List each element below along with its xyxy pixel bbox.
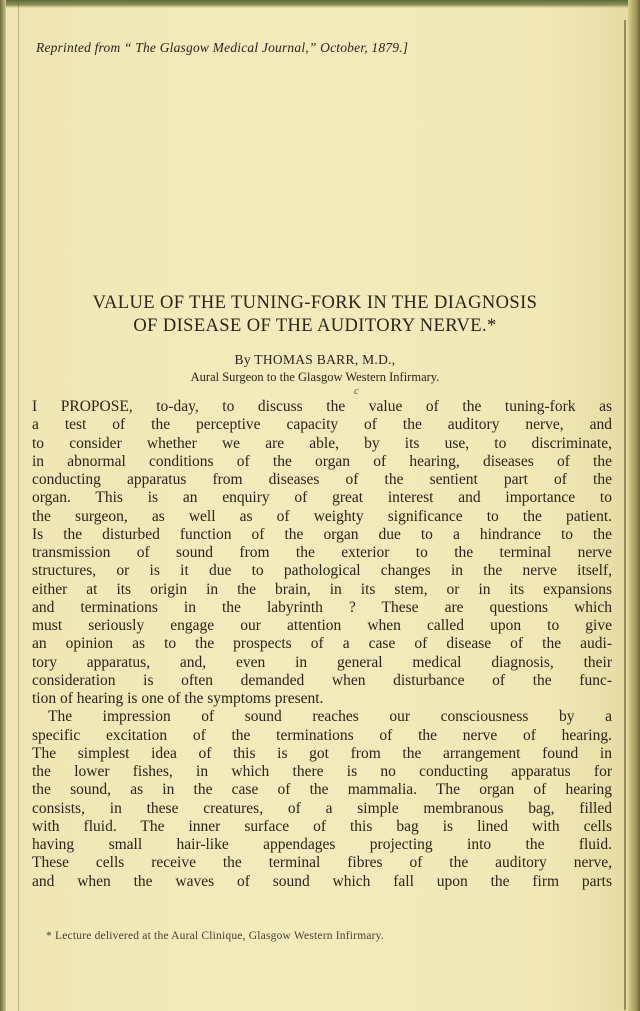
page-left-edge bbox=[0, 0, 6, 1011]
body-line: and when the waves of sound which fall upon the firm parts bbox=[32, 872, 612, 890]
body-line: Is the disturbed function of the organ due to a hindrance to the bbox=[32, 525, 612, 543]
body-line: the sound, as in the case of the mammalia. The organ of hearing bbox=[32, 781, 612, 799]
body-line: These cells receive the terminal fibres of the auditory nerve, bbox=[32, 854, 612, 872]
article-title-line-1: VALUE OF THE TUNING-FORK IN THE DIAGNOSIS bbox=[92, 293, 538, 313]
footnote: * Lecture delivered at the Aural Clinique, Glasgow Western Infirmary. bbox=[46, 930, 384, 942]
page-fold-line bbox=[18, 0, 19, 1011]
body-line: consists, in these creatures, of a simple membranous bag, filled bbox=[32, 799, 612, 817]
body-line: and terminations in the labyrinth ? These are questions which bbox=[32, 598, 612, 616]
body-line: The simplest idea of this is got from the arrangement found in bbox=[32, 744, 612, 762]
body-line: specific excitation of the terminations of the nerve of hearing. bbox=[32, 726, 612, 744]
author-affiliation: Aural Surgeon to the Glasgow Western Infirmary. bbox=[190, 370, 440, 384]
page-top-stain bbox=[0, 0, 640, 8]
margin-mark: c bbox=[354, 385, 359, 397]
reprint-note: Reprinted from “ The Glasgow Medical Journal,” October, 1879.] bbox=[36, 40, 409, 55]
body-line: either at its origin in the brain, in its stem, or in its expansions bbox=[32, 580, 612, 598]
body-line: consideration is often demanded when disturbance of the func- bbox=[32, 671, 612, 689]
body-line: having small hair-like appendages projecting into the fluid. bbox=[32, 836, 612, 853]
body-line: tion of hearing is one of the symptoms present. bbox=[32, 690, 324, 707]
body-line: an opinion as to the prospects of a case of disease of the audi- bbox=[32, 635, 612, 653]
body-line: a test of the perceptive capacity of the auditory nerve, and bbox=[32, 416, 612, 434]
body-line: transmission of sound from the exterior to the terminal nerve bbox=[32, 544, 612, 561]
body-line: the surgeon, as well as of weighty significance to the patient. bbox=[32, 507, 612, 525]
body-line: in abnormal conditions of the organ of hearing, diseases of the bbox=[32, 452, 612, 470]
body-line: conducting apparatus from diseases of the sentient part of the bbox=[32, 471, 612, 488]
body-line: tory apparatus, and, even in general medical diagnosis, their bbox=[32, 653, 612, 671]
body-line: must seriously engage our attention when called upon to give bbox=[32, 617, 612, 634]
body-line: with fluid. The inner surface of this bag is lined with cells bbox=[32, 817, 612, 835]
body-line: to consider whether we are able, by its use, to discriminate, bbox=[32, 434, 612, 452]
page-right-line bbox=[624, 20, 626, 1010]
body-line: I PROPOSE, to-day, to discuss the value of the tuning-fork as bbox=[32, 398, 612, 415]
page-right-edge bbox=[628, 0, 640, 1011]
article-body bbox=[32, 398, 612, 891]
article-title-line-2: OF DISEASE OF THE AUDITORY NERVE.* bbox=[133, 316, 497, 336]
body-line: organ. This is an enquiry of great interest and importance to bbox=[32, 489, 612, 507]
author-byline: By THOMAS BARR, M.D., bbox=[234, 352, 396, 367]
body-line: the lower fishes, in which there is no conducting apparatus for bbox=[32, 763, 612, 780]
body-line: The impression of sound reaches our consciousness by a bbox=[48, 708, 612, 726]
body-line: structures, or is it due to pathological changes in the nerve itself, bbox=[32, 562, 612, 580]
